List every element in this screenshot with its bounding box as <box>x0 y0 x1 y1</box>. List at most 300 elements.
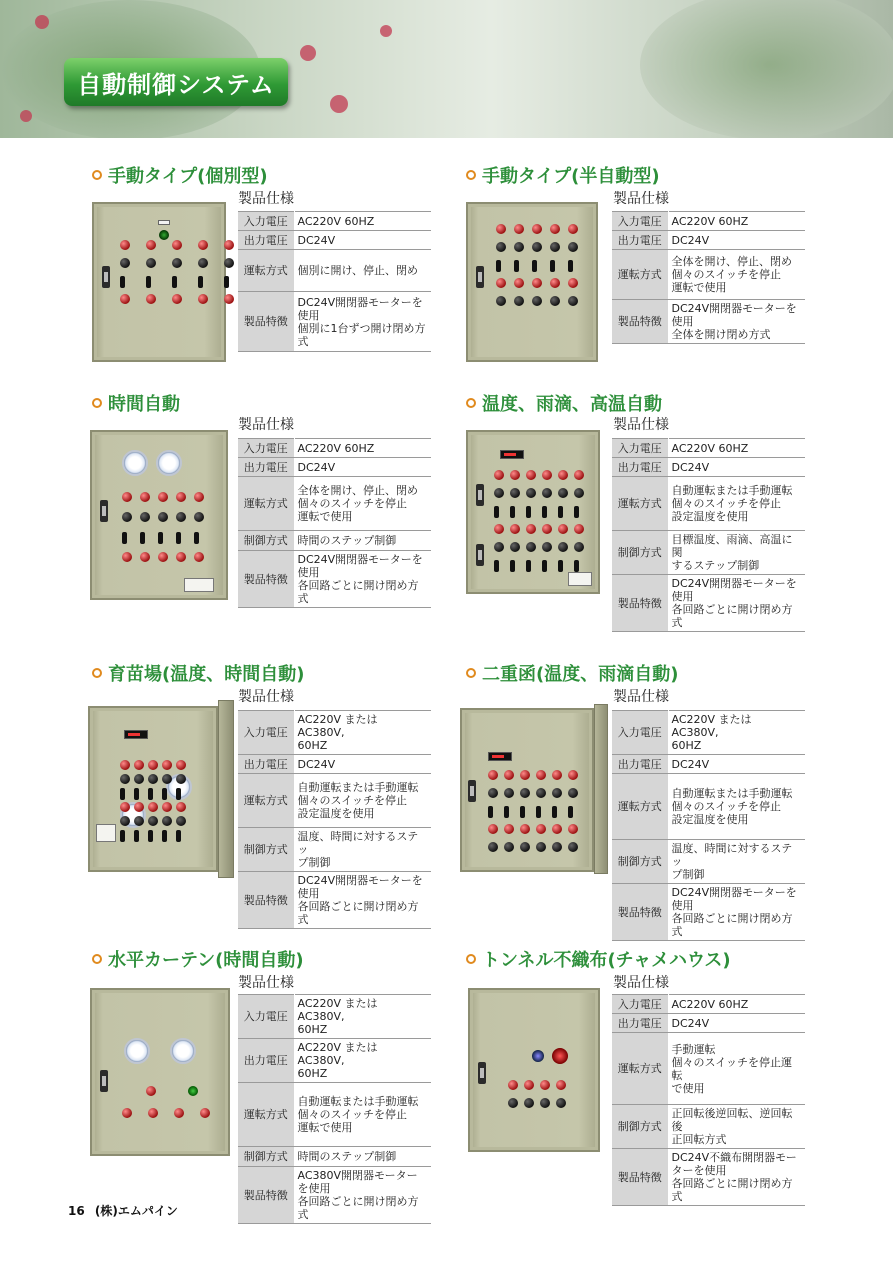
spec-value <box>294 828 431 872</box>
indicator-lamp <box>552 770 562 780</box>
spec-key: 出力電圧 <box>612 458 668 477</box>
selector-switch <box>120 276 125 288</box>
spec-value-line: 正回転後逆回転、逆回転後 <box>671 1107 793 1133</box>
indicator-lamp <box>194 492 204 502</box>
footer <box>68 1202 178 1219</box>
spec-value-line: 各回路ごとに開け閉め方式 <box>297 900 419 926</box>
spec-value-line: 自動運転または手動運転 <box>297 781 419 794</box>
push-button <box>162 816 172 826</box>
spec-key: 運転方式 <box>238 774 294 828</box>
push-button <box>558 488 568 498</box>
spec-value-line: AC220V 60HZ <box>297 441 375 455</box>
spec-value <box>668 1033 805 1105</box>
circle-bullet-icon <box>466 398 476 408</box>
spec-value <box>294 458 431 477</box>
spec-key: 制御方式 <box>238 531 294 551</box>
indicator-lamp <box>568 278 578 288</box>
indicator-lamp <box>172 240 182 250</box>
push-button <box>176 512 186 522</box>
spec-value-line: で使用 <box>671 1081 705 1095</box>
spec-heading: 製品仕様 <box>613 417 669 433</box>
flower-image <box>20 110 32 122</box>
section-title <box>92 946 304 972</box>
selector-switch <box>574 560 579 572</box>
spec-heading: 製品仕様 <box>238 191 294 207</box>
control-panel-image <box>466 430 600 594</box>
spec-value-line: DC24V <box>671 1016 710 1030</box>
push-button <box>172 258 182 268</box>
spec-table <box>238 994 431 1224</box>
selector-switch <box>568 260 573 272</box>
spec-value <box>294 212 431 231</box>
push-button <box>510 542 520 552</box>
selector-switch <box>520 806 525 818</box>
indicator-lamp <box>224 240 234 250</box>
spec-table <box>238 710 431 929</box>
indicator-lamp <box>494 524 504 534</box>
indicator-lamp <box>510 524 520 534</box>
indicator-lamp <box>148 760 158 770</box>
push-button <box>536 842 546 852</box>
selector-switch <box>172 276 177 288</box>
selector-switch <box>558 560 563 572</box>
push-button <box>526 488 536 498</box>
spec-row <box>238 1167 431 1224</box>
indicator-lamp <box>158 552 168 562</box>
spec-value-line: AC220V または AC380V, <box>297 713 378 739</box>
selector-switch <box>568 806 573 818</box>
spec-key: 入力電圧 <box>612 711 668 755</box>
spec-table <box>238 438 431 608</box>
spec-value-line: 個々のスイッチを停止運転 <box>671 1055 793 1082</box>
selector-switch <box>148 788 153 800</box>
spec-value-line: 個別に1台ずつ開け閉め方式 <box>297 321 426 348</box>
circle-bullet-icon <box>466 668 476 678</box>
section-title-text: 手動タイプ(個別型) <box>108 166 268 187</box>
door-handle <box>476 544 484 566</box>
spec-value-line: するステップ制御 <box>671 559 760 572</box>
timer-dial <box>170 1038 196 1064</box>
push-button <box>550 296 560 306</box>
selector-switch <box>224 276 229 288</box>
push-button <box>224 258 234 268</box>
spec-table <box>238 211 431 352</box>
circle-bullet-icon <box>92 170 102 180</box>
spec-value <box>668 1014 805 1033</box>
spec-key: 運転方式 <box>238 477 294 531</box>
push-button <box>134 816 144 826</box>
spec-row <box>612 212 805 231</box>
push-button <box>194 512 204 522</box>
push-button <box>504 842 514 852</box>
spec-value-line: 個々のスイッチを停止 <box>297 1108 408 1121</box>
spec-value-line: ターを使用 <box>671 1164 727 1177</box>
spec-row <box>612 458 805 477</box>
push-button <box>514 296 524 306</box>
indicator-lamp <box>140 492 150 502</box>
spec-row <box>612 575 805 632</box>
spec-key: 製品特徴 <box>238 1167 294 1224</box>
spec-key: 入力電圧 <box>612 212 668 231</box>
indicator-lamp <box>122 1108 132 1118</box>
spec-key: 入力電圧 <box>612 439 668 458</box>
push-button <box>540 1098 550 1108</box>
spec-row <box>238 231 431 250</box>
selector-switch <box>552 806 557 818</box>
indicator-lamp <box>176 552 186 562</box>
indicator-lamp <box>532 224 542 234</box>
indicator-lamp <box>120 802 130 812</box>
indicator-lamp <box>146 240 156 250</box>
section-title <box>466 946 731 972</box>
push-button <box>520 788 530 798</box>
spec-value-line: プ制御 <box>297 856 331 869</box>
push-button <box>510 488 520 498</box>
spec-row <box>612 250 805 300</box>
section-title-text: 水平カーテン(時間自動) <box>108 950 304 971</box>
indicator-lamp <box>194 552 204 562</box>
spec-row <box>612 231 805 250</box>
push-button <box>120 258 130 268</box>
push-button <box>494 542 504 552</box>
selector-switch <box>140 532 145 544</box>
spec-value-line: 各回路ごとに開け閉め方式 <box>297 579 419 605</box>
spec-value <box>668 212 805 231</box>
selector-switch <box>574 506 579 518</box>
spec-value-line: 目標温度、雨滴、高温に関 <box>671 533 793 559</box>
timer-dial <box>156 450 182 476</box>
spec-row <box>612 884 805 941</box>
spec-key: 出力電圧 <box>612 231 668 250</box>
indicator-lamp <box>148 802 158 812</box>
spec-value-line: 自動運転または手動運転 <box>671 484 793 497</box>
push-button <box>176 816 186 826</box>
spec-value-line: 個々のスイッチを停止 <box>671 268 782 281</box>
spec-key: 製品特徴 <box>238 551 294 608</box>
spec-value-line: 60HZ <box>297 1023 328 1036</box>
spec-row <box>238 531 431 551</box>
spec-key: 制御方式 <box>238 1147 294 1167</box>
push-button <box>550 242 560 252</box>
door-handle <box>476 266 484 288</box>
push-button <box>134 774 144 784</box>
spec-value-line: 個々のスイッチを停止 <box>671 800 782 813</box>
indicator-lamp <box>510 470 520 480</box>
selector-switch <box>542 506 547 518</box>
spec-value <box>668 774 805 840</box>
push-button <box>120 774 130 784</box>
selector-switch <box>176 788 181 800</box>
spec-value <box>668 995 805 1014</box>
spec-value-line: 各回路ごとに開け閉め方式 <box>671 912 793 938</box>
circle-bullet-icon <box>466 170 476 180</box>
spec-value <box>294 1147 431 1167</box>
indicator-lamp <box>568 224 578 234</box>
indicator-lamp <box>526 470 536 480</box>
selector-switch <box>120 788 125 800</box>
spec-value-line: プ制御 <box>671 868 705 881</box>
spec-value-line: DC24V開閉器モーターを使用 <box>297 553 423 579</box>
indicator-lamp <box>198 240 208 250</box>
spec-row <box>612 300 805 344</box>
spec-value-line: 正回転方式 <box>671 1133 727 1146</box>
spec-table <box>612 710 805 941</box>
spec-value-line: AC220V 60HZ <box>671 441 749 455</box>
push-button <box>532 296 542 306</box>
door-handle <box>478 1062 486 1084</box>
spec-value-line: 運転で使用 <box>297 510 353 523</box>
spec-row <box>238 872 431 929</box>
spec-value <box>668 1149 805 1206</box>
spec-value-line: 60HZ <box>297 739 328 752</box>
spec-value <box>668 531 805 575</box>
spec-row <box>238 755 431 774</box>
section-title <box>92 162 268 188</box>
flower-image <box>35 15 49 29</box>
indicator-lamp <box>542 524 552 534</box>
spec-key: 運転方式 <box>612 250 668 300</box>
spec-key: 入力電圧 <box>612 995 668 1014</box>
spec-value <box>294 1039 431 1083</box>
selector-switch <box>558 506 563 518</box>
push-button <box>496 242 506 252</box>
spec-row <box>612 531 805 575</box>
spec-key: 制御方式 <box>612 1105 668 1149</box>
push-button <box>568 842 578 852</box>
indicator-lamp <box>526 524 536 534</box>
selector-switch <box>536 806 541 818</box>
spec-value-line: AC220V または AC380V, <box>671 713 752 739</box>
panel-door <box>594 704 608 874</box>
selector-switch <box>146 276 151 288</box>
spec-row <box>612 1105 805 1149</box>
circle-bullet-icon <box>466 954 476 964</box>
spec-value-line: AC220V または AC380V, <box>297 997 378 1023</box>
spec-heading: 製品仕様 <box>238 975 294 991</box>
spec-value <box>668 711 805 755</box>
spec-key: 制御方式 <box>612 840 668 884</box>
push-button <box>520 842 530 852</box>
door-handle <box>102 266 110 288</box>
push-button <box>146 258 156 268</box>
spec-value-line: DC24V開閉器モーターを使用 <box>297 874 423 900</box>
selector-switch <box>526 560 531 572</box>
spec-heading: 製品仕様 <box>238 689 294 705</box>
spec-value <box>668 840 805 884</box>
spec-value-line: AC220V 60HZ <box>297 214 375 228</box>
panel-door <box>218 700 234 878</box>
spec-value-line: 時間のステップ制御 <box>297 534 397 547</box>
spec-value <box>668 1105 805 1149</box>
spec-row <box>238 774 431 828</box>
spec-value <box>294 755 431 774</box>
selector-switch <box>120 830 125 842</box>
indicator-lamp <box>198 294 208 304</box>
spec-value <box>668 477 805 531</box>
spec-value <box>668 250 805 300</box>
timer-dial <box>122 450 148 476</box>
spec-row <box>612 1149 805 1206</box>
section-title <box>92 660 304 686</box>
indicator-lamp <box>162 802 172 812</box>
indicator-lamp <box>514 278 524 288</box>
spec-key: 出力電圧 <box>238 458 294 477</box>
spec-row <box>612 1033 805 1105</box>
indicator-lamp <box>200 1108 210 1118</box>
spec-value <box>294 774 431 828</box>
selector-switch <box>510 506 515 518</box>
spec-row <box>612 755 805 774</box>
section-title-text: 手動タイプ(半自動型) <box>482 166 660 187</box>
indicator-lamp <box>162 760 172 770</box>
spec-value-line: DC24V <box>297 460 336 474</box>
push-button <box>568 788 578 798</box>
push-button <box>542 542 552 552</box>
selector-switch <box>542 560 547 572</box>
spec-value-line: AC220V 60HZ <box>671 997 749 1011</box>
spec-table <box>612 438 805 632</box>
spec-value-line: 個々のスイッチを停止 <box>297 497 408 510</box>
spec-value-line: 自動運転または手動運転 <box>671 787 793 800</box>
push-button <box>536 788 546 798</box>
spec-value <box>668 458 805 477</box>
push-button <box>574 488 584 498</box>
indicator-lamp <box>496 278 506 288</box>
flower-image <box>300 45 316 61</box>
push-button <box>176 774 186 784</box>
circle-bullet-icon <box>92 398 102 408</box>
section-title <box>92 390 180 416</box>
section-title-text: 温度、雨滴、高温自動 <box>482 394 662 415</box>
spec-key: 製品特徴 <box>238 292 294 352</box>
push-button <box>574 542 584 552</box>
push-button <box>568 242 578 252</box>
section-title-text: 二重函(温度、雨滴自動) <box>482 664 679 685</box>
temperature-display <box>500 450 524 459</box>
control-panel-image <box>88 706 218 872</box>
foliage-image-right <box>640 0 893 138</box>
indicator-lamp <box>146 294 156 304</box>
selector-switch <box>532 260 537 272</box>
spec-value-line: DC24V <box>297 757 336 771</box>
selector-switch <box>550 260 555 272</box>
spec-row <box>238 439 431 458</box>
spec-row <box>612 711 805 755</box>
indicator-lamp <box>488 824 498 834</box>
spec-key: 運転方式 <box>238 1083 294 1147</box>
indicator-lamp <box>556 1080 566 1090</box>
selector-switch <box>194 532 199 544</box>
flower-image <box>330 95 348 113</box>
spec-value <box>294 1083 431 1147</box>
spec-value <box>294 292 431 352</box>
push-button <box>514 242 524 252</box>
spec-value-line: 60HZ <box>671 739 702 752</box>
indicator-lamp <box>520 824 530 834</box>
indicator-lamp <box>148 1108 158 1118</box>
spec-value <box>668 884 805 941</box>
spec-row <box>238 828 431 872</box>
door-handle <box>100 500 108 522</box>
spec-key: 製品特徴 <box>612 300 668 344</box>
indicator-lamp <box>552 824 562 834</box>
spec-value-line: 時間のステップ制御 <box>297 1150 397 1163</box>
control-panel-image <box>90 988 230 1156</box>
indicator-lamp <box>504 824 514 834</box>
indicator-lamp <box>120 240 130 250</box>
spec-key: 出力電圧 <box>238 755 294 774</box>
spec-heading: 製品仕様 <box>238 417 294 433</box>
indicator-lamp <box>568 770 578 780</box>
indicator-lamp <box>224 294 234 304</box>
section-title <box>466 162 660 188</box>
push-button <box>148 774 158 784</box>
spec-key: 制御方式 <box>238 828 294 872</box>
selector-switch <box>162 788 167 800</box>
indicator-lamp <box>176 492 186 502</box>
selector-switch <box>162 830 167 842</box>
spec-value <box>294 231 431 250</box>
push-button <box>524 1098 534 1108</box>
spec-value-line: 全体を開け、停止、閉め <box>671 255 793 268</box>
spec-row <box>612 774 805 840</box>
spec-value <box>294 872 431 929</box>
spec-row <box>238 1147 431 1167</box>
page-number: 16 <box>68 1204 85 1218</box>
indicator-lamp <box>508 1080 518 1090</box>
spec-key: 出力電圧 <box>612 755 668 774</box>
spec-value-line: DC24V開閉器モーターを使用 <box>297 295 423 322</box>
spec-table <box>612 211 805 344</box>
spec-value-line: 設定温度を使用 <box>297 807 375 820</box>
section-title-text: 時間自動 <box>108 394 180 415</box>
section-title <box>466 390 662 416</box>
spec-key: 出力電圧 <box>612 1014 668 1033</box>
spec-value-line: 手動運転 <box>671 1042 716 1056</box>
spec-value-line: 運転で使用 <box>297 1121 353 1134</box>
push-button <box>526 542 536 552</box>
timer-dial <box>124 1038 150 1064</box>
push-button <box>120 816 130 826</box>
push-button <box>542 488 552 498</box>
control-panel-image <box>92 202 226 362</box>
selector-switch <box>148 830 153 842</box>
indicator-lamp <box>122 492 132 502</box>
indicator-lamp <box>174 1108 184 1118</box>
spec-value-line: 運転で使用 <box>671 281 727 294</box>
indicator-lamp <box>172 294 182 304</box>
push-button <box>568 296 578 306</box>
indicator-lamp <box>540 1080 550 1090</box>
spec-key: 制御方式 <box>612 531 668 575</box>
spec-value-line: DC24V開閉器モーターを使用 <box>671 886 797 912</box>
spec-value <box>668 439 805 458</box>
spec-value <box>294 477 431 531</box>
indicator-lamp <box>542 470 552 480</box>
spec-row <box>238 1083 431 1147</box>
selector-switch <box>134 830 139 842</box>
spec-heading: 製品仕様 <box>613 191 669 207</box>
control-panel-image <box>468 988 600 1152</box>
indicator-lamp <box>488 770 498 780</box>
push-button <box>488 842 498 852</box>
indicator-lamp <box>140 552 150 562</box>
selector-switch <box>122 532 127 544</box>
spec-value-line: DC24V不織布開閉器モー <box>671 1151 797 1164</box>
spec-value <box>294 439 431 458</box>
spec-key: 出力電圧 <box>238 1039 294 1083</box>
indicator-lamp <box>574 524 584 534</box>
